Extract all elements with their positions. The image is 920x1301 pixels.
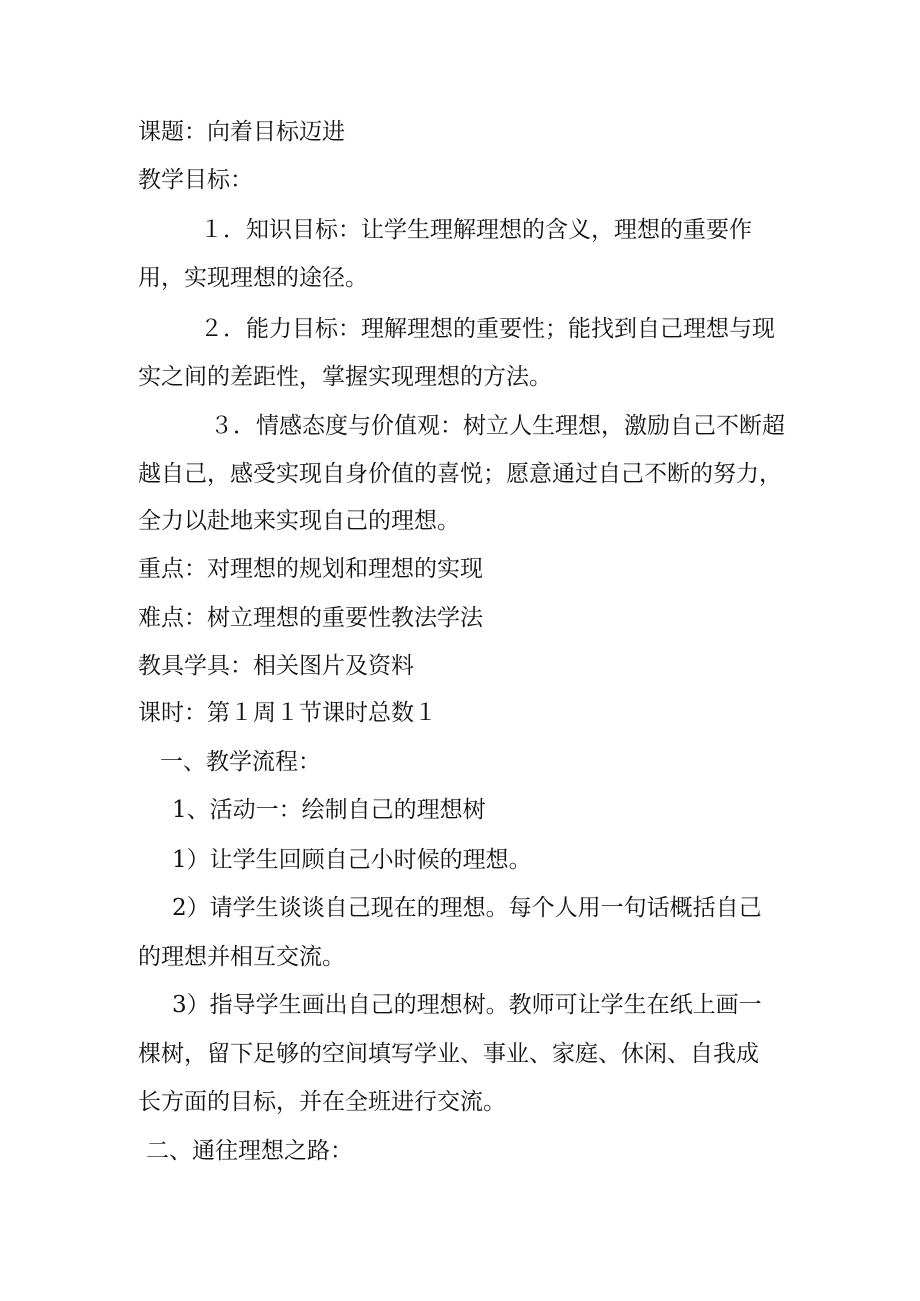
key-point: 重点：对理想的规划和理想的实现 (138, 556, 483, 582)
step-3-line-1: 3）指导学生画出自己的理想树。教师可让学生在纸上画一 (172, 992, 762, 1018)
class-schedule: 课时：第１周１节课时总数１ (138, 700, 437, 726)
section-2-heading: 二、通往理想之路： (146, 1138, 353, 1164)
step-2-line-1: 2）请学生谈谈自己现在的理想。每个人用一句话概括自己 (172, 895, 762, 921)
objective-knowledge-line-1: １．知识目标：让学生理解理想的含义，理想的重要作 (200, 217, 752, 243)
objective-attitude-line-1: ３．情感态度与价值观：树立人生理想，激励自己不断超 (210, 413, 785, 439)
objective-ability-line-2: 实之间的差距性，掌握实现理想的方法。 (138, 364, 552, 390)
difficulty: 难点：树立理想的重要性教法学法 (138, 605, 483, 631)
objective-attitude-line-3: 全力以赴地来实现自己的理想。 (138, 508, 460, 534)
step-3-line-2: 棵树，留下足够的空间填写学业、事业、家庭、休闲、自我成 (138, 1041, 759, 1067)
step-3-line-3: 长方面的目标，并在全班进行交流。 (138, 1089, 506, 1115)
activity-1-heading: 1、活动一：绘制自己的理想树 (172, 797, 486, 823)
objectives-heading: 教学目标： (138, 167, 253, 193)
objective-ability-line-1: ２．能力目标：理解理想的重要性；能找到自己理想与现 (200, 316, 775, 342)
lesson-title: 课题：向着目标迈进 (138, 119, 345, 145)
step-2-line-2: 的理想并相互交流。 (138, 944, 345, 970)
objective-knowledge-line-2: 用，实现理想的途径。 (138, 265, 368, 291)
objective-attitude-line-2: 越自己，感受实现自身价值的喜悦；愿意通过自己不断的努力， (138, 461, 782, 487)
teaching-materials: 教具学具：相关图片及资料 (138, 653, 414, 679)
step-1: 1）让学生回顾自己小时候的理想。 (172, 847, 532, 873)
section-1-heading: 一、教学流程： (160, 749, 321, 775)
